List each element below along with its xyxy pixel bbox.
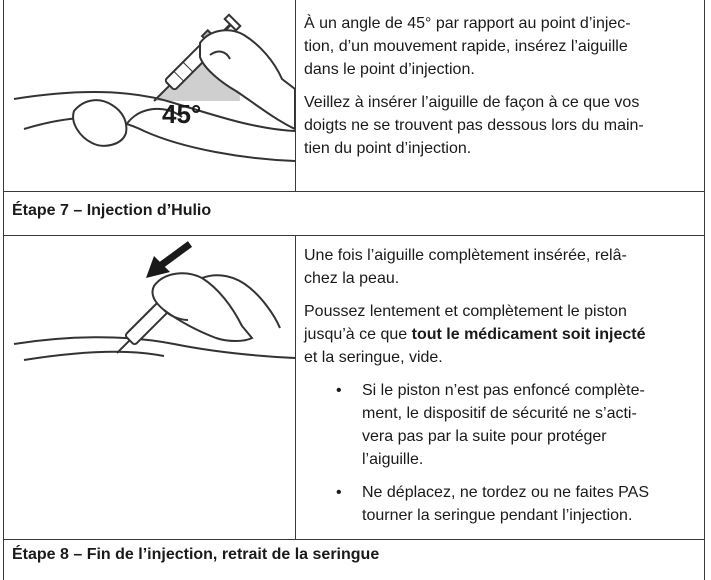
bullet-icon: •	[336, 484, 342, 501]
step7-illustration-cell	[4, 236, 296, 539]
release-skin-instruction: Une fois l’aiguille complètement insérée, relâ- chez la peau.	[304, 247, 627, 287]
pinching-hand-icon	[73, 100, 126, 146]
emphasis-text: tout le médicament soit injecté	[411, 326, 646, 343]
list-item: • Ne déplacez, ne tordez ou ne faites PAS tourner la seringue pendant l’injection.	[362, 481, 696, 527]
step6-row	[3, 0, 705, 192]
finger-position-note: Veillez à insérer l’aiguille de façon à ce que vos doigts ne se trouvent pas dessous lors du main- tien du point d’injection.	[304, 94, 644, 157]
injection-illustration	[4, 236, 295, 540]
list-item: • Si le piston n’est pas enfoncé complète- ment, le dispositif de sécurité ne s’acti- vera pas par la suite pour protéger l’aiguille.	[362, 379, 696, 471]
step6-illustration-cell	[4, 0, 296, 191]
push-plunger-instruction: Poussez lentement et complètement le piston jusqu’à ce que tout le médicament soit injecté et la seringue, vide.	[304, 303, 646, 366]
insertion-instruction: À un angle de 45° par rapport au point d’injec- tion, d’un mouvement rapide, insérez l’aiguille dans le point d’injection.	[304, 15, 631, 78]
insertion-illustration	[4, 0, 295, 192]
step8-heading-row	[3, 540, 705, 580]
step7-heading: Étape 7 – Injection d’Hulio	[12, 202, 212, 219]
warning-list	[304, 379, 696, 527]
pushing-hand-icon	[152, 273, 252, 341]
step7-heading-row	[3, 192, 705, 236]
instruction-table	[3, 0, 705, 577]
angle-label: 45°	[162, 99, 202, 129]
bullet-icon: •	[336, 382, 342, 399]
step6-text-cell	[296, 0, 704, 191]
step7-text-cell	[296, 236, 704, 539]
step8-heading: Étape 8 – Fin de l’injection, retrait de la seringue	[12, 546, 380, 563]
step7-row	[3, 236, 705, 540]
